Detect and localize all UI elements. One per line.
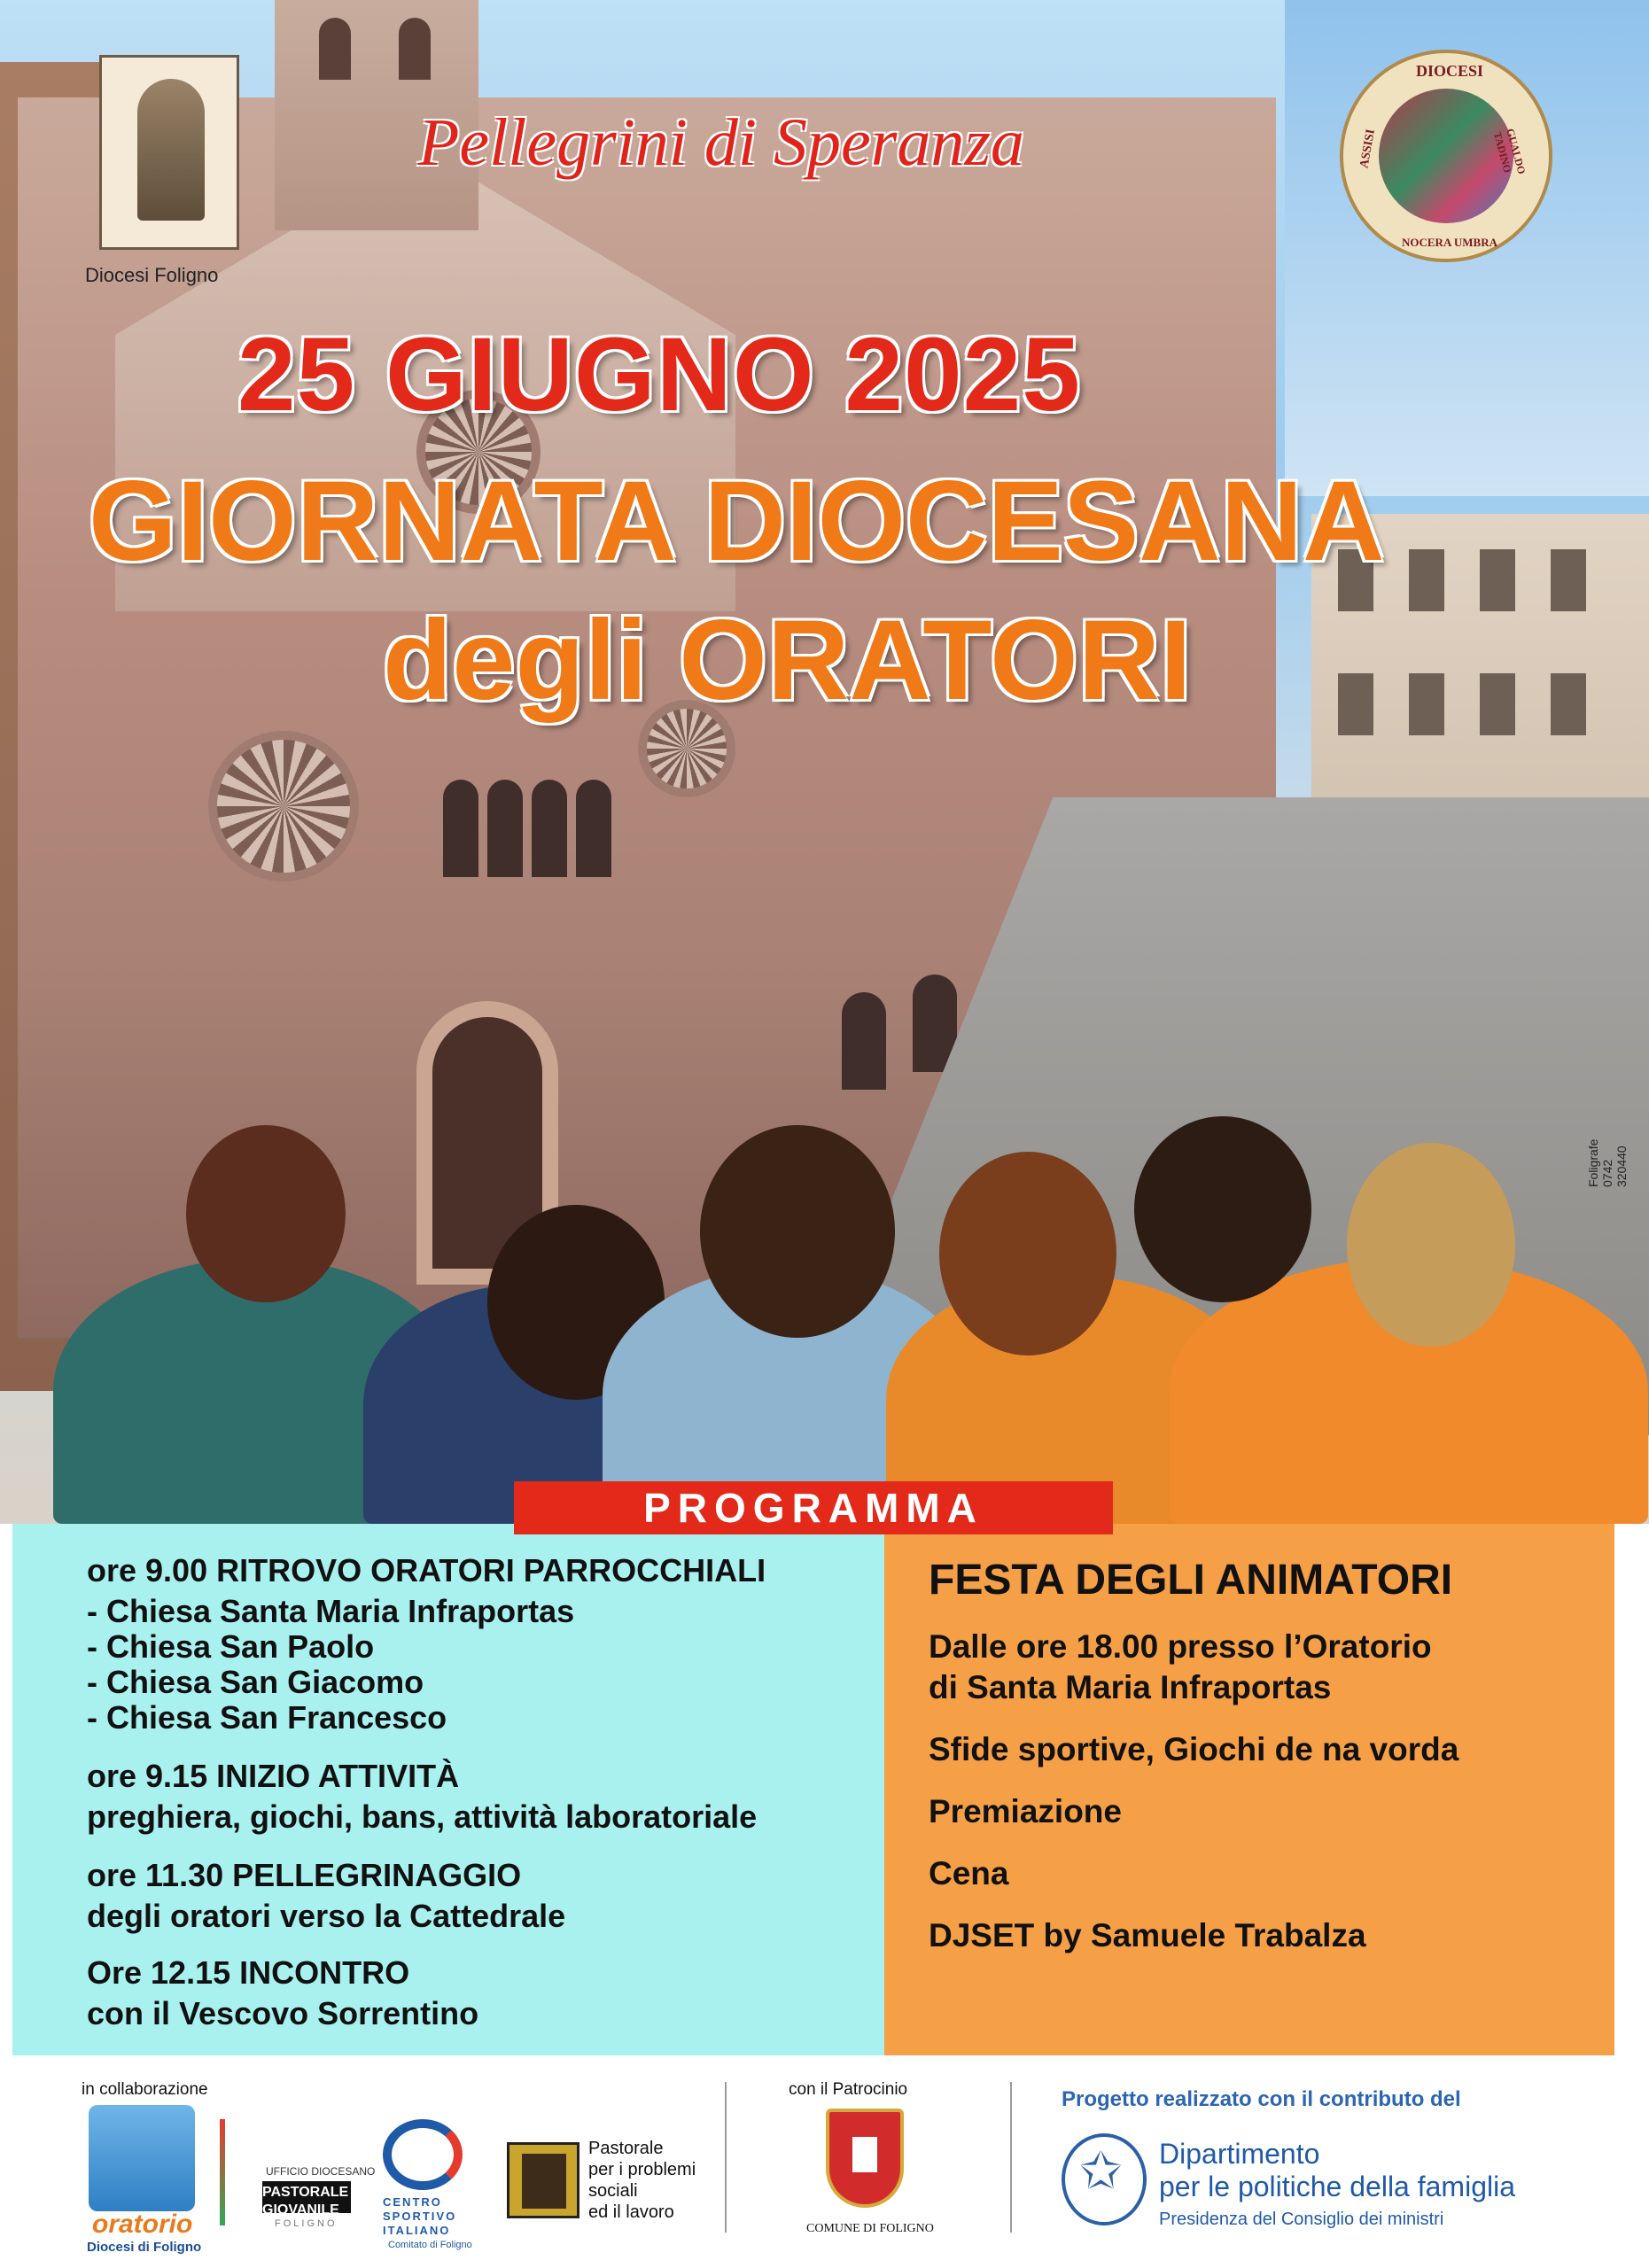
child-head (186, 1125, 346, 1302)
pg-line4: FOLIGNO (275, 2218, 338, 2229)
series-title: Pellegrini di Speranza (418, 105, 1024, 180)
evening-line: Dalle ore 18.00 presso l’Oratorio (929, 1628, 1432, 1665)
tower-window (319, 18, 351, 80)
program-line: - Chiesa San Paolo (87, 1628, 375, 1665)
program-line: degli oratori verso la Cattedrale (87, 1898, 566, 1934)
window (1480, 549, 1515, 611)
program-line: ore 9.15 INIZIO ATTIVITÀ (87, 1758, 460, 1794)
csi-line4: Comitato di Foligno (388, 2240, 472, 2250)
collab-label: in collaborazione (82, 2080, 208, 2099)
evening-line: di Santa Maria Infraportas (929, 1669, 1332, 1705)
diocese-seal (1340, 50, 1552, 262)
program-line: ore 9.00 RITROVO ORATORI PARROCCHIALI (87, 1552, 766, 1588)
evening-line: Cena (929, 1855, 1009, 1891)
event-title-line2: degli ORATORI (383, 597, 1192, 724)
child-head (1134, 1116, 1311, 1302)
arch (487, 780, 523, 877)
program-line: Ore 12.15 INCONTRO (87, 1954, 410, 1991)
event-title-line1: GIORNATA DIOCESANA (89, 458, 1385, 585)
seal-text-top: DIOCESI (1415, 62, 1484, 80)
evening-title: FESTA DEGLI ANIMATORI (929, 1557, 1453, 1604)
photo-credit: Foligrafe 0742 320440 (1586, 1138, 1629, 1187)
dipartimento-line1: Dipartimento (1159, 2138, 1320, 2170)
oratorio-logo-sub: Diocesi di Foligno (87, 2240, 202, 2255)
csi-line1: CENTRO (383, 2195, 442, 2209)
csi-line3: ITALIANO (383, 2224, 451, 2237)
arch (576, 780, 611, 877)
child-head (700, 1125, 895, 1338)
child-head (939, 1152, 1116, 1355)
window (1480, 673, 1515, 735)
rose-window (208, 731, 359, 882)
ppl-line: per i problemi (588, 2160, 696, 2179)
tower-window (399, 18, 431, 80)
evening-line: Sfide sportive, Giochi de na vorda (929, 1731, 1459, 1767)
seal-text-right: GUALDO TADINO (1490, 127, 1528, 176)
evening-line: DJSET by Samuele Trabalza (929, 1917, 1366, 1953)
logo-caption: Diocesi Foligno (85, 264, 219, 286)
window (1409, 673, 1444, 735)
dipartimento-line2: per le politiche della famiglia (1159, 2171, 1515, 2202)
window (1551, 673, 1586, 735)
ppl-line: ed il lavoro (588, 2202, 674, 2222)
oratorio-logo-word: oratorio (92, 2210, 193, 2239)
oratorio-logo (89, 2105, 195, 2211)
pg-line2: PASTORALE (262, 2185, 349, 2200)
window (1338, 673, 1373, 735)
children-group (0, 1107, 1649, 1524)
divider (1010, 2082, 1012, 2233)
italian-republic-emblem-icon (1062, 2133, 1147, 2225)
arch (443, 780, 478, 877)
csi-logo-icon (383, 2119, 463, 2190)
divider (725, 2082, 727, 2233)
program-line: con il Vescovo Sorrentino (87, 1995, 479, 2031)
dipartimento-line3: Presidenza del Consiglio dei ministri (1159, 2210, 1444, 2229)
seal-painting (1379, 89, 1513, 223)
program-line: ore 11.30 PELLEGRINAGGIO (87, 1857, 522, 1893)
program-label: PROGRAMMA (514, 1481, 1113, 1534)
comune-label: COMUNE DI FOLIGNO (806, 2222, 934, 2235)
seal-text-bottom: NOCERA UMBRA (1402, 236, 1497, 249)
pg-line1: UFFICIO DIOCESANO (266, 2165, 376, 2178)
program-line: - Chiesa San Giacomo (87, 1664, 424, 1700)
arch (842, 992, 886, 1090)
program-line: - Chiesa San Francesco (87, 1699, 447, 1736)
child-head (1347, 1143, 1515, 1347)
ppl-line: sociali (588, 2181, 638, 2201)
seal-text-left: ASSISI (1357, 128, 1378, 170)
saint-figure-icon (137, 79, 205, 221)
comune-crest-icon (826, 2109, 904, 2208)
diocesi-foligno-logo (99, 55, 239, 250)
window (1409, 549, 1444, 611)
contributo-label: Progetto realizzato con il contributo del (1062, 2087, 1461, 2111)
program-line: preghiera, giochi, bans, attività laboratoriale (87, 1798, 758, 1835)
evening-line: Premiazione (929, 1793, 1122, 1829)
program-line: - Chiesa Santa Maria Infraportas (87, 1593, 575, 1629)
star-icon: ✩ (1079, 2142, 1123, 2200)
csi-line2: SPORTIVO (383, 2210, 457, 2223)
patrocinio-label: con il Patrocinio (789, 2080, 908, 2099)
pg-line3: GIOVANILE (262, 2202, 339, 2218)
window (1551, 549, 1586, 611)
event-date: 25 GIUGNO 2025 (237, 316, 1081, 433)
pastorale-lavoro-logo (507, 2142, 579, 2218)
pastorale-giovanile-mark (220, 2119, 225, 2225)
ppl-line: Pastorale (588, 2139, 664, 2158)
arch (532, 780, 567, 877)
